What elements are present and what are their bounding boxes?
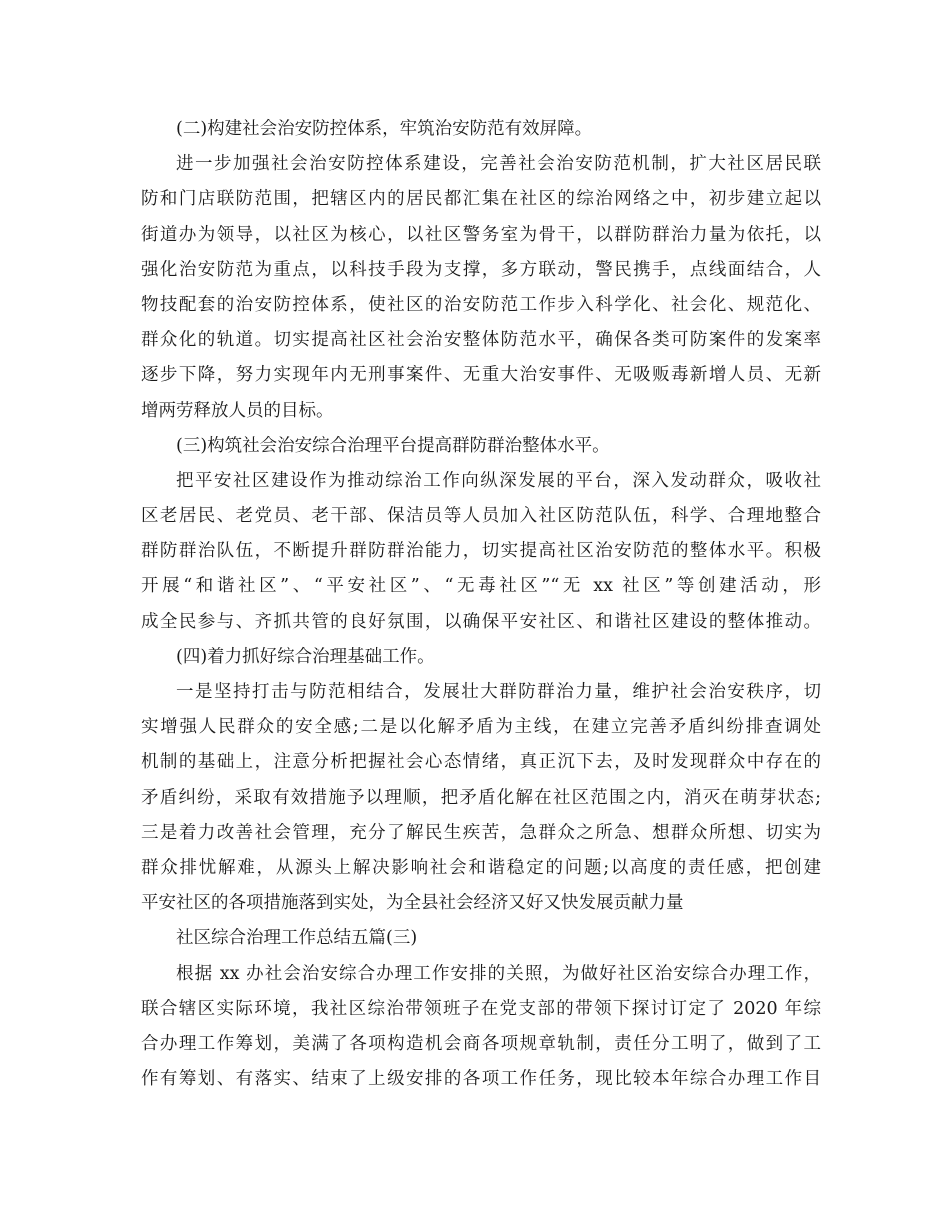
document-line: 街道办为领导，以社区为核心，以社区警务室为骨干，以群防群治力量为依托，以 xyxy=(141,224,821,245)
document-line: 合办理工作筹划，美满了各项构造机会商各项规章轨制，责任分工明了，做到了工 xyxy=(141,1033,821,1054)
document-line: 社区综合治理工作总结五篇(三) xyxy=(176,928,418,949)
document-line: 逐步下降，努力实现年内无刑事案件、无重大治安事件、无吸贩毒新增人员、无新 xyxy=(141,365,821,386)
document-line: 把平安社区建设作为推动综治工作向纵深发展的平台，深入发动群众，吸收社 xyxy=(176,470,821,491)
document-line: 平安社区的各项措施落到实处，为全县社会经济又好又快发展贡献力量 xyxy=(141,893,684,914)
document-body xyxy=(141,112,821,1097)
document-line: 增两劳释放人员的目标。 xyxy=(141,400,334,421)
document-line: 实增强人民群众的安全感;二是以化解矛盾为主线，在建立完善矛盾纠纷排查调处 xyxy=(141,717,821,738)
document-line: (三)构筑社会治安综合治理平台提高群防群治整体水平。 xyxy=(176,435,610,456)
document-line: 作有筹划、有落实、结束了上级安排的各项工作任务，现比较本年综合办理工作目 xyxy=(141,1069,821,1090)
document-line: 成全民参与、齐抓共管的良好氛围，以确保平安社区、和谐社区建设的整体推动。 xyxy=(141,611,821,632)
document-line: 物技配套的治安防控体系，使社区的治安防范工作步入科学化、社会化、规范化、 xyxy=(141,294,821,315)
document-line: 群众排忧解难，从源头上解决影响社会和谐稳定的问题;以高度的责任感，把创建 xyxy=(141,857,821,878)
document-line: (四)着力抓好综合治理基础工作。 xyxy=(176,646,435,667)
document-line: 一是坚持打击与防范相结合，发展壮大群防群治力量，维护社会治安秩序，切 xyxy=(176,682,821,702)
document-line: 进一步加强社会治安防控体系建设，完善社会治安防范机制，扩大社区居民联 xyxy=(176,154,821,175)
document-line: 防和门店联防范围，把辖区内的居民都汇集在社区的综治网络之中，初步建立起以 xyxy=(141,189,821,210)
document-line: 区老居民、老党员、老干部、保洁员等人员加入社区防范队伍，科学、合理地整合 xyxy=(141,506,821,527)
document-line: (二)构建社会治安防控体系，牢筑治安防范有效屏障。 xyxy=(176,119,593,139)
document-line: 开展“和谐社区”、“平安社区”、“无毒社区”“无 xx 社区”等创建活动，形 xyxy=(141,576,821,597)
document-line: 机制的基础上，注意分析把握社会心态情绪，真正沉下去，及时发现群众中存在的 xyxy=(141,752,821,773)
document-line: 三是着力改善社会管理，充分了解民生疾苦，急群众之所急、想群众所想、切实为 xyxy=(141,822,821,843)
document-line: 矛盾纠纷，采取有效措施予以理顺，把矛盾化解在社区范围之内，消灭在萌芽状态; xyxy=(141,787,821,808)
document-line: 根据 xx 办社会治安综合办理工作安排的关照，为做好社区治安综合办理工作， xyxy=(176,963,821,984)
document-line: 联合辖区实际环境，我社区综治带领班子在党支部的带领下探讨订定了 2020 年综 xyxy=(141,998,821,1019)
document-line: 群防群治队伍，不断提升群防群治能力，切实提高社区治安防范的整体水平。积极 xyxy=(141,541,821,562)
document-line: 群众化的轨道。切实提高社区社会治安整体防范水平，确保各类可防案件的发案率 xyxy=(141,330,821,351)
document-line: 强化治安防范为重点，以科技手段为支撑，多方联动，警民携手，点线面结合，人 xyxy=(141,259,821,280)
